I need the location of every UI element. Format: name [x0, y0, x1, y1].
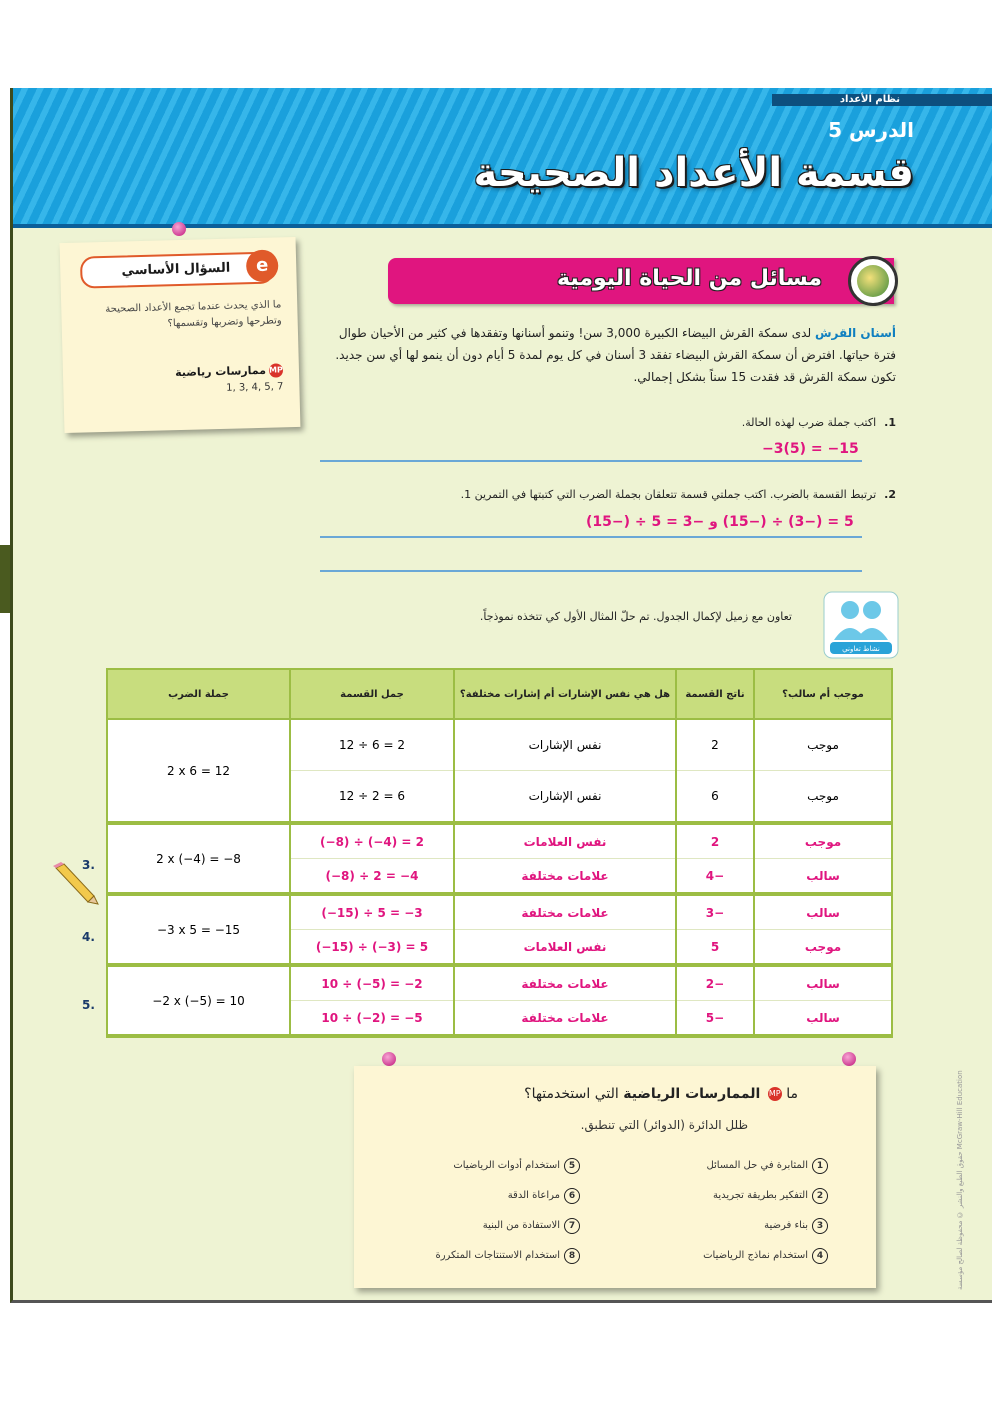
quotient-cell[interactable]: −2 [676, 965, 754, 1001]
essential-question-header [80, 252, 275, 289]
pin-icon [172, 222, 186, 236]
option-circle[interactable]: 5 [564, 1158, 580, 1174]
unit-label: نظام الأعداد [839, 94, 900, 105]
pin-icon [382, 1052, 396, 1066]
math-practices-note [354, 1066, 876, 1288]
sign-cell[interactable]: موجب [754, 823, 892, 859]
math-practice-icon: MP [269, 363, 283, 377]
globe-icon [848, 256, 898, 306]
division-cell: 12 ÷ 2 = 6 [290, 771, 454, 824]
math-practice-icon: MP [768, 1087, 782, 1101]
division-cell[interactable]: 10 ÷ (−2) = −5 [290, 1001, 454, 1037]
question-2: 2.ترتبط القسمة بالضرب. اكتب جملتي قسمة تتعلقان بجملة الضرب التي كتبتها في التمرين 1. [460, 488, 896, 501]
table-header-row [107, 669, 892, 719]
practice-option[interactable]: 7الاستفادة من البنية [483, 1218, 580, 1234]
practice-option[interactable]: 8استخدام الاستنتاجات المتكررة [435, 1248, 580, 1264]
division-cell[interactable]: (−15) ÷ (−3) = 5 [290, 930, 454, 966]
row-label: 3. [82, 858, 95, 872]
sign-cell[interactable]: سالب [754, 859, 892, 895]
option-circle[interactable]: 7 [564, 1218, 580, 1234]
quotient-cell[interactable]: 2 [676, 823, 754, 859]
quotient-cell[interactable]: −5 [676, 1001, 754, 1037]
question-icon: e [246, 249, 279, 282]
row-label: 4. [82, 930, 95, 944]
multiplication-cell: −2 x (−5) = 10 [107, 965, 290, 1036]
practice-option[interactable]: 5استخدام أدوات الرياضيات [453, 1158, 580, 1174]
quotient-cell: 6 [676, 771, 754, 824]
essential-question-text: ما الذي يحدث عندما تجمع الأعداد الصحيحة وتطرحها وتضربها وتقسمها؟ [105, 299, 282, 330]
sign-cell[interactable]: سالب [754, 1001, 892, 1037]
same-signs-cell[interactable]: نفس العلامات [454, 930, 676, 966]
row-label: 5. [82, 998, 95, 1012]
multiplication-cell: 2 x 6 = 12 [107, 719, 290, 823]
answer-line [320, 460, 862, 462]
lesson-number: الدرس 5 [828, 118, 914, 142]
svg-text:نشاط تعاوني: نشاط تعاوني [842, 645, 880, 653]
same-signs-cell: نفس الإشارات [454, 719, 676, 771]
copyright-note: حقوق الطبع والنشر © محفوظة لصالح مؤسسة McGraw-Hill Education [956, 1070, 964, 1290]
math-practices-label: MPممارسات رياضية [174, 363, 283, 380]
division-cell[interactable]: (−8) ÷ (−4) = 2 [290, 823, 454, 859]
same-signs-cell[interactable]: علامات مختلفة [454, 859, 676, 895]
math-practices-title: ما MP الممارسات الرياضية التي استخدمتها؟ [524, 1086, 798, 1102]
collaborate-text: تعاون مع زميل لإكمال الجدول. تم حلّ المثال الأول كي تتخذه نموذجاً. [479, 610, 792, 623]
option-circle[interactable]: 4 [812, 1248, 828, 1264]
answer-line [320, 570, 862, 572]
table-row [107, 965, 892, 1001]
sidebar-strip [0, 545, 10, 613]
division-cell: 12 ÷ 6 = 2 [290, 719, 454, 771]
col-header-multiplication: جملة الضرب [107, 669, 290, 719]
sign-cell: موجب [754, 771, 892, 824]
sign-cell: موجب [754, 719, 892, 771]
table-row [107, 719, 892, 771]
lesson-banner [13, 88, 992, 228]
real-world-title: مسائل من الحياة اليومية [557, 266, 822, 291]
division-cell[interactable]: (−15) ÷ 5 = −3 [290, 894, 454, 930]
lesson-title: قسمة الأعداد الصحيحة [473, 150, 914, 196]
question-1: 1.اكتب جملة ضرب لهذه الحالة. [741, 416, 896, 429]
answer-2[interactable]: 5 = (−3) ÷ (−15) و −3 = 5 ÷ (−15) [586, 514, 854, 530]
col-header-division: جمل القسمة [290, 669, 454, 719]
table-row [107, 894, 892, 930]
option-circle[interactable]: 1 [812, 1158, 828, 1174]
col-header-same-signs: هل هي نفس الإشارات أم إشارات مختلفة؟ [454, 669, 676, 719]
option-circle[interactable]: 6 [564, 1188, 580, 1204]
division-cell[interactable]: (−8) ÷ 2 = −4 [290, 859, 454, 895]
practice-option[interactable]: 3بناء فرضية [764, 1218, 828, 1234]
practice-option[interactable]: 6مراعاة الدقة [508, 1188, 580, 1204]
sign-cell[interactable]: سالب [754, 965, 892, 1001]
sign-cell[interactable]: موجب [754, 930, 892, 966]
quotient-cell[interactable]: −3 [676, 894, 754, 930]
option-circle[interactable]: 8 [564, 1248, 580, 1264]
multiplication-cell: −3 x 5 = −15 [107, 894, 290, 965]
col-header-quotient: ناتج القسمة [676, 669, 754, 719]
same-signs-cell: نفس الإشارات [454, 771, 676, 824]
same-signs-cell[interactable]: علامات مختلفة [454, 1001, 676, 1037]
pin-icon [842, 1052, 856, 1066]
essential-question-note [60, 237, 301, 433]
col-header-sign: موجب أم سالب؟ [754, 669, 892, 719]
paragraph-text: لدى سمكة القرش البيضاء الكبيرة 3,000 سن! وتنمو أسنانها وتفقدها في كثير من الأحيان طوال فترة حياتها. افترض أن سمكة القرش البيضاء تفقد 3 أسنان في كل يوم لمدة 5 أيام دون أن ينمو لها أي سن جديد. تكون سمكة القرش قد فقدت 15 سناً بشكل إجمالي. [335, 326, 896, 384]
collaborate-icon [822, 590, 900, 660]
same-signs-cell[interactable]: نفس العلامات [454, 823, 676, 859]
quotient-cell: 2 [676, 719, 754, 771]
paragraph-highlight: أسنان القرش [814, 326, 896, 340]
option-circle[interactable]: 2 [812, 1188, 828, 1204]
math-practices-instruction: ظلل الدائرة (الدوائر) التي تنطبق. [580, 1118, 748, 1132]
essential-question-title: السؤال الأساسي [121, 260, 231, 279]
practice-option[interactable]: 1المثابرة في حل المسائل [706, 1158, 828, 1174]
same-signs-cell[interactable]: علامات مختلفة [454, 894, 676, 930]
real-world-banner [388, 258, 894, 304]
practice-option[interactable]: 4استخدام نماذج الرياضيات [703, 1248, 828, 1264]
sign-cell[interactable]: سالب [754, 894, 892, 930]
division-table [106, 668, 893, 1038]
division-cell[interactable]: 10 ÷ (−5) = −2 [290, 965, 454, 1001]
math-practices-numbers: 1, 3, 4, 5, 7 [226, 381, 284, 394]
answer-1[interactable]: −3(5) = −15 [762, 441, 859, 457]
quotient-cell[interactable]: −4 [676, 859, 754, 895]
table-row [107, 823, 892, 859]
pencil-icon [52, 862, 100, 906]
practice-option[interactable]: 2التفكير بطريقة تجريدية [713, 1188, 828, 1204]
multiplication-cell: 2 x (−4) = −8 [107, 823, 290, 894]
answer-line [320, 536, 862, 538]
intro-paragraph [316, 322, 896, 388]
quotient-cell[interactable]: 5 [676, 930, 754, 966]
same-signs-cell[interactable]: علامات مختلفة [454, 965, 676, 1001]
option-circle[interactable]: 3 [812, 1218, 828, 1234]
